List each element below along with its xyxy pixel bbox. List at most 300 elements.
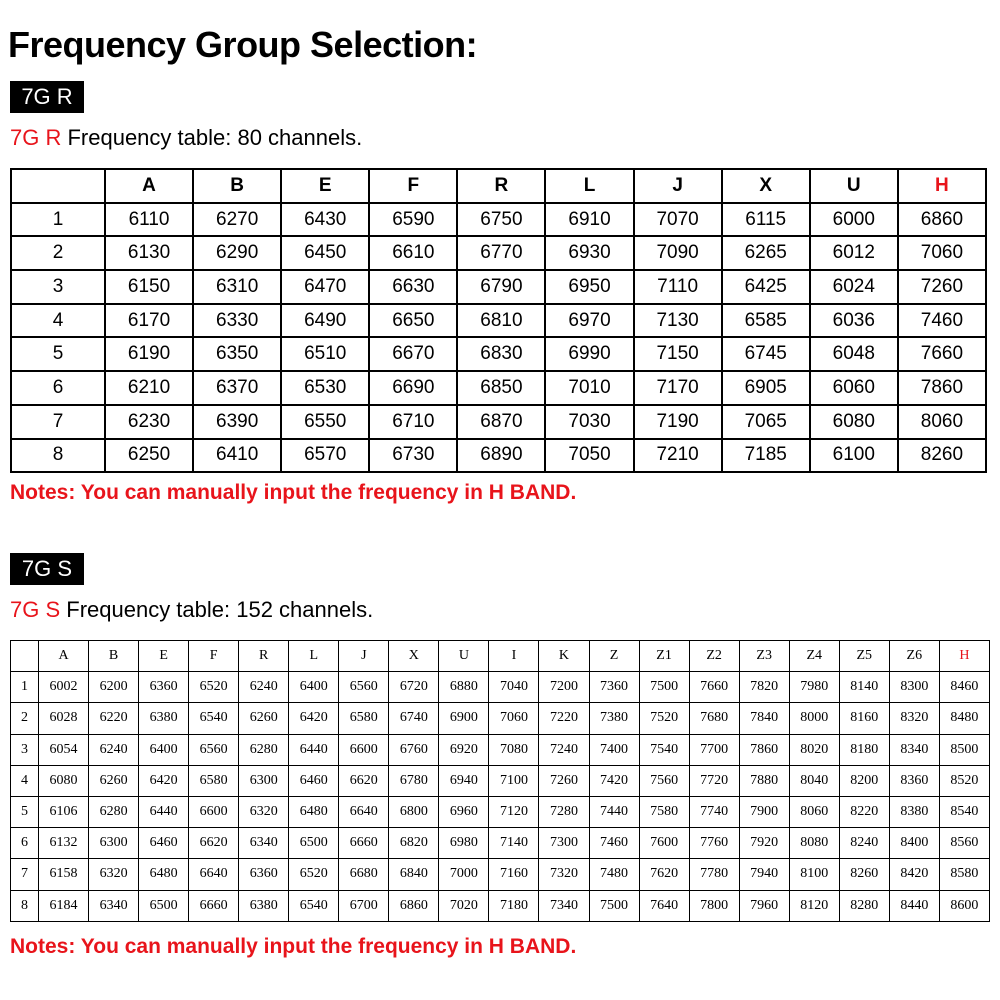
frequency-cell: 6590 xyxy=(369,203,457,237)
table-row xyxy=(11,405,986,439)
frequency-cell: 8500 xyxy=(939,734,989,765)
frequency-cell: 6425 xyxy=(722,270,810,304)
frequency-cell: 6350 xyxy=(193,337,281,371)
channel-number-cell: 7 xyxy=(11,859,39,890)
frequency-cell: 8280 xyxy=(839,890,889,921)
frequency-cell: 6630 xyxy=(369,270,457,304)
frequency-cell: 6880 xyxy=(439,672,489,703)
frequency-cell: 8240 xyxy=(839,828,889,859)
column-header: X xyxy=(722,169,810,203)
frequency-cell: 8460 xyxy=(939,672,989,703)
table-row xyxy=(11,270,986,304)
column-header: J xyxy=(339,641,389,672)
frequency-cell: 7680 xyxy=(689,703,739,734)
frequency-cell: 6380 xyxy=(239,890,289,921)
frequency-cell: 6390 xyxy=(193,405,281,439)
frequency-cell: 6500 xyxy=(289,828,339,859)
frequency-cell: 6440 xyxy=(289,734,339,765)
frequency-cell: 6830 xyxy=(457,337,545,371)
frequency-cell: 8600 xyxy=(939,890,989,921)
frequency-cell: 6810 xyxy=(457,304,545,338)
column-header: Z xyxy=(589,641,639,672)
frequency-cell: 6780 xyxy=(389,765,439,796)
table-row xyxy=(11,236,986,270)
frequency-cell: 7800 xyxy=(689,890,739,921)
note-7g-s: Notes: You can manually input the frequency in H BAND. xyxy=(10,935,577,958)
frequency-cell: 6024 xyxy=(810,270,898,304)
frequency-cell: 6265 xyxy=(722,236,810,270)
column-header: A xyxy=(39,641,89,672)
frequency-cell: 6150 xyxy=(105,270,193,304)
frequency-cell: 6660 xyxy=(339,828,389,859)
frequency-cell: 7040 xyxy=(489,672,539,703)
frequency-cell: 7120 xyxy=(489,796,539,827)
channel-number-cell: 2 xyxy=(11,236,105,270)
frequency-cell: 6060 xyxy=(810,371,898,405)
frequency-cell: 6270 xyxy=(193,203,281,237)
frequency-cell: 7080 xyxy=(489,734,539,765)
frequency-cell: 7580 xyxy=(639,796,689,827)
frequency-cell: 8520 xyxy=(939,765,989,796)
frequency-cell: 6130 xyxy=(105,236,193,270)
frequency-cell: 6730 xyxy=(369,439,457,473)
frequency-cell: 6740 xyxy=(389,703,439,734)
frequency-table-7g-r xyxy=(10,168,987,473)
frequency-cell: 7860 xyxy=(739,734,789,765)
frequency-cell: 7320 xyxy=(539,859,589,890)
column-header: Z3 xyxy=(739,641,789,672)
frequency-cell: 7660 xyxy=(689,672,739,703)
frequency-cell: 6430 xyxy=(281,203,369,237)
column-header: Z1 xyxy=(639,641,689,672)
frequency-cell: 7065 xyxy=(722,405,810,439)
table-row xyxy=(11,337,986,371)
frequency-cell: 6340 xyxy=(239,828,289,859)
header-corner-cell xyxy=(11,641,39,672)
frequency-cell: 6690 xyxy=(369,371,457,405)
column-header: X xyxy=(389,641,439,672)
frequency-cell: 8380 xyxy=(889,796,939,827)
column-header: B xyxy=(193,169,281,203)
frequency-cell: 6530 xyxy=(281,371,369,405)
frequency-cell: 6920 xyxy=(439,734,489,765)
frequency-cell: 6110 xyxy=(105,203,193,237)
frequency-cell: 8060 xyxy=(789,796,839,827)
frequency-cell: 7820 xyxy=(739,672,789,703)
frequency-cell: 6260 xyxy=(89,765,139,796)
frequency-cell: 6585 xyxy=(722,304,810,338)
channel-number-cell: 5 xyxy=(11,796,39,827)
frequency-cell: 6370 xyxy=(193,371,281,405)
table-row xyxy=(11,672,990,703)
frequency-cell: 6980 xyxy=(439,828,489,859)
frequency-cell: 6410 xyxy=(193,439,281,473)
frequency-cell: 8220 xyxy=(839,796,889,827)
frequency-cell: 6970 xyxy=(545,304,633,338)
frequency-cell: 6106 xyxy=(39,796,89,827)
table-row xyxy=(11,796,990,827)
frequency-cell: 7210 xyxy=(634,439,722,473)
frequency-cell: 6310 xyxy=(193,270,281,304)
frequency-cell: 7000 xyxy=(439,859,489,890)
frequency-table-7g-s xyxy=(10,640,990,922)
frequency-cell: 6670 xyxy=(369,337,457,371)
frequency-cell: 6540 xyxy=(189,703,239,734)
frequency-cell: 6280 xyxy=(239,734,289,765)
frequency-cell: 8580 xyxy=(939,859,989,890)
frequency-cell: 8160 xyxy=(839,703,889,734)
column-header: Z4 xyxy=(789,641,839,672)
frequency-cell: 6012 xyxy=(810,236,898,270)
frequency-cell: 7180 xyxy=(489,890,539,921)
caption-prefix: 7G R xyxy=(10,125,62,150)
frequency-cell: 6260 xyxy=(239,703,289,734)
caption-prefix: 7G S xyxy=(10,597,61,622)
frequency-cell: 7620 xyxy=(639,859,689,890)
column-header: Z2 xyxy=(689,641,739,672)
frequency-cell: 6210 xyxy=(105,371,193,405)
frequency-cell: 8300 xyxy=(889,672,939,703)
frequency-cell: 6850 xyxy=(457,371,545,405)
frequency-cell: 7920 xyxy=(739,828,789,859)
frequency-cell: 8020 xyxy=(789,734,839,765)
frequency-cell: 6400 xyxy=(139,734,189,765)
frequency-cell: 7780 xyxy=(689,859,739,890)
frequency-cell: 6500 xyxy=(139,890,189,921)
frequency-cell: 6890 xyxy=(457,439,545,473)
frequency-cell: 7500 xyxy=(639,672,689,703)
column-header: Z6 xyxy=(889,641,939,672)
frequency-cell: 6000 xyxy=(810,203,898,237)
frequency-cell: 7840 xyxy=(739,703,789,734)
frequency-cell: 6620 xyxy=(339,765,389,796)
frequency-cell: 7010 xyxy=(545,371,633,405)
frequency-cell: 6600 xyxy=(189,796,239,827)
channel-number-cell: 8 xyxy=(11,439,105,473)
frequency-cell: 6400 xyxy=(289,672,339,703)
frequency-cell: 6360 xyxy=(139,672,189,703)
frequency-cell: 6860 xyxy=(898,203,986,237)
frequency-cell: 6820 xyxy=(389,828,439,859)
frequency-cell: 6002 xyxy=(39,672,89,703)
frequency-cell: 6520 xyxy=(189,672,239,703)
frequency-cell: 7360 xyxy=(589,672,639,703)
caption-text: Frequency table: 80 channels. xyxy=(61,125,363,150)
column-header: Z5 xyxy=(839,641,889,672)
frequency-cell: 6115 xyxy=(722,203,810,237)
frequency-cell: 7260 xyxy=(898,270,986,304)
frequency-cell: 6420 xyxy=(139,765,189,796)
frequency-cell: 6250 xyxy=(105,439,193,473)
column-header: U xyxy=(439,641,489,672)
frequency-cell: 6200 xyxy=(89,672,139,703)
column-header: E xyxy=(139,641,189,672)
frequency-cell: 7020 xyxy=(439,890,489,921)
frequency-cell: 8180 xyxy=(839,734,889,765)
frequency-cell: 7140 xyxy=(489,828,539,859)
frequency-cell: 7400 xyxy=(589,734,639,765)
frequency-cell: 8200 xyxy=(839,765,889,796)
frequency-cell: 8260 xyxy=(839,859,889,890)
frequency-cell: 7060 xyxy=(898,236,986,270)
frequency-cell: 7190 xyxy=(634,405,722,439)
frequency-cell: 6640 xyxy=(339,796,389,827)
frequency-cell: 7960 xyxy=(739,890,789,921)
frequency-cell: 7380 xyxy=(589,703,639,734)
frequency-cell: 7940 xyxy=(739,859,789,890)
frequency-cell: 7740 xyxy=(689,796,739,827)
frequency-cell: 6580 xyxy=(189,765,239,796)
section-caption-7g-r xyxy=(10,125,362,151)
section-badge-7g-s: 7G S xyxy=(10,553,84,585)
frequency-cell: 7060 xyxy=(489,703,539,734)
frequency-cell: 6440 xyxy=(139,796,189,827)
frequency-cell: 6028 xyxy=(39,703,89,734)
frequency-cell: 6048 xyxy=(810,337,898,371)
frequency-cell: 7540 xyxy=(639,734,689,765)
frequency-cell: 8040 xyxy=(789,765,839,796)
column-header: H xyxy=(898,169,986,203)
channel-number-cell: 1 xyxy=(11,203,105,237)
frequency-cell: 7185 xyxy=(722,439,810,473)
frequency-cell: 6710 xyxy=(369,405,457,439)
frequency-cell: 7760 xyxy=(689,828,739,859)
frequency-cell: 8000 xyxy=(789,703,839,734)
frequency-cell: 6800 xyxy=(389,796,439,827)
frequency-cell: 8440 xyxy=(889,890,939,921)
frequency-cell: 6700 xyxy=(339,890,389,921)
channel-number-cell: 3 xyxy=(11,734,39,765)
frequency-cell: 7460 xyxy=(898,304,986,338)
frequency-cell: 7700 xyxy=(689,734,739,765)
frequency-cell: 7050 xyxy=(545,439,633,473)
frequency-cell: 6190 xyxy=(105,337,193,371)
frequency-cell: 6420 xyxy=(289,703,339,734)
frequency-cell: 6720 xyxy=(389,672,439,703)
column-header: L xyxy=(545,169,633,203)
frequency-cell: 6870 xyxy=(457,405,545,439)
channel-number-cell: 2 xyxy=(11,703,39,734)
frequency-cell: 6910 xyxy=(545,203,633,237)
frequency-cell: 7100 xyxy=(489,765,539,796)
frequency-cell: 6750 xyxy=(457,203,545,237)
frequency-cell: 7070 xyxy=(634,203,722,237)
frequency-cell: 6770 xyxy=(457,236,545,270)
channel-number-cell: 4 xyxy=(11,304,105,338)
frequency-cell: 7030 xyxy=(545,405,633,439)
frequency-cell: 6960 xyxy=(439,796,489,827)
frequency-cell: 7150 xyxy=(634,337,722,371)
table-row xyxy=(11,765,990,796)
frequency-cell: 7600 xyxy=(639,828,689,859)
frequency-cell: 6320 xyxy=(89,859,139,890)
column-header: R xyxy=(239,641,289,672)
column-header: K xyxy=(539,641,589,672)
frequency-cell: 6158 xyxy=(39,859,89,890)
frequency-cell: 6620 xyxy=(189,828,239,859)
frequency-cell: 7090 xyxy=(634,236,722,270)
frequency-cell: 6900 xyxy=(439,703,489,734)
table-row xyxy=(11,828,990,859)
frequency-cell: 6840 xyxy=(389,859,439,890)
frequency-cell: 7440 xyxy=(589,796,639,827)
column-header: L xyxy=(289,641,339,672)
frequency-cell: 6905 xyxy=(722,371,810,405)
channel-number-cell: 5 xyxy=(11,337,105,371)
frequency-cell: 6560 xyxy=(339,672,389,703)
frequency-cell: 6930 xyxy=(545,236,633,270)
table-row xyxy=(11,703,990,734)
frequency-cell: 8340 xyxy=(889,734,939,765)
frequency-cell: 8360 xyxy=(889,765,939,796)
frequency-cell: 6330 xyxy=(193,304,281,338)
frequency-cell: 7480 xyxy=(589,859,639,890)
frequency-cell: 6280 xyxy=(89,796,139,827)
frequency-cell: 6480 xyxy=(289,796,339,827)
frequency-cell: 6660 xyxy=(189,890,239,921)
frequency-cell: 6650 xyxy=(369,304,457,338)
channel-number-cell: 1 xyxy=(11,672,39,703)
frequency-cell: 7660 xyxy=(898,337,986,371)
frequency-cell: 6950 xyxy=(545,270,633,304)
frequency-cell: 6540 xyxy=(289,890,339,921)
frequency-cell: 8120 xyxy=(789,890,839,921)
frequency-cell: 7900 xyxy=(739,796,789,827)
frequency-cell: 8320 xyxy=(889,703,939,734)
column-header: U xyxy=(810,169,898,203)
column-header: F xyxy=(189,641,239,672)
header-corner-cell xyxy=(11,169,105,203)
frequency-cell: 8560 xyxy=(939,828,989,859)
column-header: J xyxy=(634,169,722,203)
table-row xyxy=(11,859,990,890)
frequency-cell: 7420 xyxy=(589,765,639,796)
frequency-cell: 6610 xyxy=(369,236,457,270)
table-row xyxy=(11,734,990,765)
frequency-cell: 7160 xyxy=(489,859,539,890)
frequency-cell: 7720 xyxy=(689,765,739,796)
frequency-cell: 8100 xyxy=(789,859,839,890)
frequency-cell: 6290 xyxy=(193,236,281,270)
frequency-cell: 6300 xyxy=(239,765,289,796)
page-title: Frequency Group Selection: xyxy=(8,24,478,65)
table-row xyxy=(11,890,990,921)
frequency-cell: 6080 xyxy=(39,765,89,796)
column-header: F xyxy=(369,169,457,203)
channel-number-cell: 7 xyxy=(11,405,105,439)
frequency-cell: 6360 xyxy=(239,859,289,890)
frequency-cell: 6460 xyxy=(139,828,189,859)
frequency-cell: 6480 xyxy=(139,859,189,890)
frequency-cell: 6640 xyxy=(189,859,239,890)
frequency-cell: 8400 xyxy=(889,828,939,859)
frequency-cell: 7110 xyxy=(634,270,722,304)
caption-text: Frequency table: 152 channels. xyxy=(60,597,374,622)
frequency-cell: 6320 xyxy=(239,796,289,827)
frequency-cell: 6220 xyxy=(89,703,139,734)
frequency-cell: 6510 xyxy=(281,337,369,371)
channel-number-cell: 8 xyxy=(11,890,39,921)
frequency-cell: 8420 xyxy=(889,859,939,890)
table-row xyxy=(11,371,986,405)
frequency-cell: 6100 xyxy=(810,439,898,473)
frequency-cell: 6560 xyxy=(189,734,239,765)
frequency-cell: 6340 xyxy=(89,890,139,921)
frequency-cell: 6300 xyxy=(89,828,139,859)
frequency-cell: 6230 xyxy=(105,405,193,439)
frequency-cell: 7860 xyxy=(898,371,986,405)
table-row xyxy=(11,304,986,338)
frequency-cell: 6760 xyxy=(389,734,439,765)
frequency-cell: 6036 xyxy=(810,304,898,338)
frequency-cell: 6680 xyxy=(339,859,389,890)
frequency-cell: 7980 xyxy=(789,672,839,703)
frequency-cell: 7520 xyxy=(639,703,689,734)
column-header: A xyxy=(105,169,193,203)
frequency-cell: 7260 xyxy=(539,765,589,796)
frequency-cell: 8140 xyxy=(839,672,889,703)
frequency-cell: 6080 xyxy=(810,405,898,439)
frequency-cell: 6460 xyxy=(289,765,339,796)
table-header-row xyxy=(11,169,986,203)
frequency-cell: 7880 xyxy=(739,765,789,796)
frequency-cell: 8080 xyxy=(789,828,839,859)
frequency-cell: 6170 xyxy=(105,304,193,338)
column-header: B xyxy=(89,641,139,672)
frequency-cell: 7560 xyxy=(639,765,689,796)
frequency-cell: 7300 xyxy=(539,828,589,859)
frequency-cell: 8060 xyxy=(898,405,986,439)
column-header: H xyxy=(939,641,989,672)
column-header: E xyxy=(281,169,369,203)
frequency-cell: 7170 xyxy=(634,371,722,405)
frequency-cell: 6184 xyxy=(39,890,89,921)
frequency-cell: 6550 xyxy=(281,405,369,439)
frequency-cell: 6860 xyxy=(389,890,439,921)
frequency-cell: 6054 xyxy=(39,734,89,765)
channel-number-cell: 4 xyxy=(11,765,39,796)
frequency-cell: 8260 xyxy=(898,439,986,473)
frequency-cell: 7280 xyxy=(539,796,589,827)
frequency-cell: 8480 xyxy=(939,703,989,734)
frequency-cell: 6600 xyxy=(339,734,389,765)
frequency-cell: 6240 xyxy=(239,672,289,703)
frequency-cell: 6450 xyxy=(281,236,369,270)
frequency-cell: 7340 xyxy=(539,890,589,921)
frequency-cell: 7500 xyxy=(589,890,639,921)
section-caption-7g-s xyxy=(10,597,373,623)
frequency-cell: 7130 xyxy=(634,304,722,338)
frequency-cell: 8540 xyxy=(939,796,989,827)
frequency-cell: 6580 xyxy=(339,703,389,734)
frequency-cell: 7640 xyxy=(639,890,689,921)
frequency-cell: 7200 xyxy=(539,672,589,703)
frequency-cell: 6570 xyxy=(281,439,369,473)
frequency-cell: 6520 xyxy=(289,859,339,890)
frequency-cell: 6940 xyxy=(439,765,489,796)
frequency-cell: 7240 xyxy=(539,734,589,765)
note-7g-r: Notes: You can manually input the frequency in H BAND. xyxy=(10,481,577,504)
table-row xyxy=(11,439,986,473)
channel-number-cell: 6 xyxy=(11,371,105,405)
channel-number-cell: 6 xyxy=(11,828,39,859)
column-header: I xyxy=(489,641,539,672)
frequency-cell: 7220 xyxy=(539,703,589,734)
section-badge-7g-r: 7G R xyxy=(10,81,84,113)
frequency-cell: 7460 xyxy=(589,828,639,859)
frequency-cell: 6990 xyxy=(545,337,633,371)
frequency-cell: 6790 xyxy=(457,270,545,304)
